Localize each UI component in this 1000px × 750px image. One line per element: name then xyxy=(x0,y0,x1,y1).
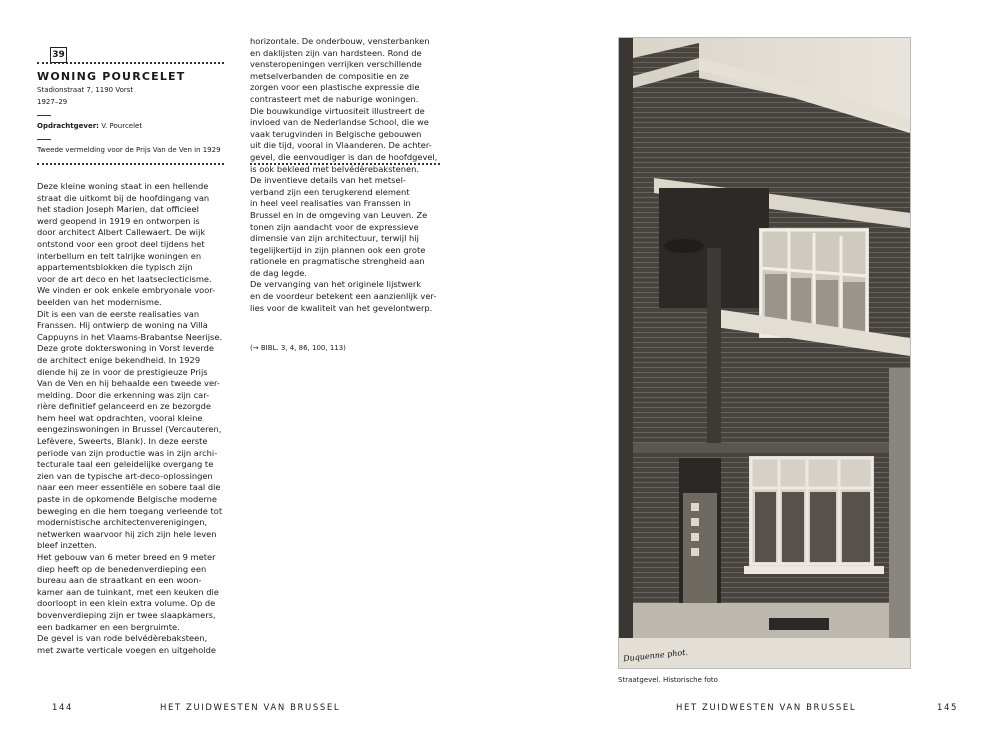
dotted-divider-left xyxy=(37,163,224,165)
body-text-line: straat die uitkomt bij de hoofdingang van xyxy=(37,192,210,203)
body-text-line: de dag legde. xyxy=(250,267,307,278)
body-text-line: rationele en pragmatische strengheid aan xyxy=(250,256,425,267)
entry-client xyxy=(37,122,142,131)
body-text-line: We vinden er ook enkele embryonale voor- xyxy=(37,285,216,296)
body-text-line: verband zijn een terugkerend element xyxy=(250,186,410,197)
body-text-line: is ook bekleed met belvédèrebakstenen. xyxy=(250,163,420,174)
body-text-line: interbellum en telt talrijke woningen en xyxy=(37,250,202,261)
body-text-line: Cappuyns in het Vlaams-Brabantse Neerijse. xyxy=(37,331,223,342)
body-text-line: diep heeft op de benedenverdieping een xyxy=(37,563,207,574)
body-text-line: Deze grote dokterswoning in Vorst leverde xyxy=(37,343,214,354)
short-rule xyxy=(37,139,51,140)
body-text-line: appartementsblokken die typisch zijn xyxy=(37,262,193,273)
entry-address: Stadionstraat 7, 1190 Vorst xyxy=(37,86,134,94)
short-rule xyxy=(37,115,51,116)
body-text-line: doorloopt in een klein extra volume. Op de xyxy=(37,598,216,609)
body-text-line: in heel veel realisaties van Franssen in xyxy=(250,198,411,209)
body-text-line: melding. Door die erkenning was zijn car- xyxy=(37,389,210,400)
bibliography-reference: (→ BIBL. 3, 4, 86, 100, 113) xyxy=(250,344,346,352)
entry-years: 1927–29 xyxy=(37,98,68,106)
page-number-right: 145 xyxy=(937,703,959,713)
body-text-line: gevel, die eenvoudiger is dan de hoofdgevel, xyxy=(250,151,438,162)
body-text-line: vaak terugvinden in Belgische gebouwen xyxy=(250,128,422,139)
photo-caption: Straatgevel. Historische foto xyxy=(618,676,718,684)
body-text-line: en de voordeur betekent een aanzienlijk ver- xyxy=(250,291,437,302)
body-text-line: beweging en die hem toegang verleende tot xyxy=(37,505,223,516)
body-text-line: eengezinswoningen in Brussel (Vercauteren, xyxy=(37,424,222,435)
historic-facade-photo xyxy=(618,37,911,669)
body-text-line: paste in de opkomende Belgische moderne xyxy=(37,494,217,505)
body-text-line: Die bouwkundige virtuositeit illustreert de xyxy=(250,105,425,116)
body-text-line: Franssen. Hij ontwierp de woning na Villa xyxy=(37,320,208,331)
body-text-line: werd geopend in 1919 en ontworpen is xyxy=(37,215,200,226)
photographer-signature: Duquenne phot. xyxy=(622,647,689,664)
body-text-line: De inventieve details van het metsel- xyxy=(250,175,406,186)
entry-award: Tweede vermelding voor de Prijs Van de Ven in 1929 xyxy=(37,146,221,154)
body-text-line: en daklijsten zijn van hardsteen. Rond de xyxy=(250,47,422,58)
body-text-line: horizontale. De onderbouw, vensterbanken xyxy=(250,36,430,46)
entry-title: WONING POURCELET xyxy=(37,70,186,83)
body-text-line: netwerken waarvoor hij zich zijn hele leven xyxy=(37,528,217,539)
body-text-line: lies voor de kwaliteit van het gevelontwerp. xyxy=(250,302,433,313)
body-text-line: hem heel wat opdrachten, vooral kleine xyxy=(37,412,203,423)
body-text-line: bovenverdieping zijn er twee slaapkamers, xyxy=(37,609,216,620)
entry-number-box: 39 xyxy=(50,47,67,63)
body-text-line: beelden van het modernisme. xyxy=(37,296,162,307)
body-text-line: Brussel en in de omgeving van Leuven. Ze xyxy=(250,209,428,220)
body-text-line: voor de art deco en het laatseclecticisme. xyxy=(37,273,212,284)
body-text-line: ontstond voor een groot deel tijdens het xyxy=(37,238,205,249)
body-text-line: kamer aan de tuinkant, met een keuken die xyxy=(37,586,219,597)
client-name: V. Pourcelet xyxy=(101,122,143,130)
page-number-left: 144 xyxy=(52,703,74,713)
body-column-2 xyxy=(250,36,437,314)
body-text-line: door architect Albert Callewaert. De wijk xyxy=(37,227,206,238)
body-text-line: met zwarte verticale voegen en uitgeholde xyxy=(37,644,216,655)
body-text-line: modernistische architectenverenigingen, xyxy=(37,517,208,528)
body-text-line: Dit is een van de eerste realisaties van xyxy=(37,308,200,319)
body-text-line: naar een meer essentiële en sobere taal die xyxy=(37,482,221,493)
body-text-line: Lefèvere, Sweerts, Blank). In deze eerste xyxy=(37,436,208,447)
body-text-line: metselverbanden de compositie en ze xyxy=(250,70,409,81)
body-text-line: een badkamer en een bergruimte. xyxy=(37,621,180,632)
body-text-line: vensteropeningen verrijken verschillende xyxy=(250,59,422,70)
body-text-line: tegelijkertijd in zijn plannen ook een grote xyxy=(250,244,426,255)
body-text-line: rière definitief gelanceerd en ze bezorgde xyxy=(37,401,211,412)
client-label: Opdrachtgever: xyxy=(37,122,99,130)
body-text-line: Van de Ven en hij behaalde een tweede ver- xyxy=(37,378,220,389)
dotted-divider-top xyxy=(37,62,224,64)
body-text-line: het stadion Joseph Marien, dat officieel xyxy=(37,204,199,215)
body-text-line: bleef inzetten. xyxy=(37,540,97,551)
body-text-line: invloed van de Nederlandse School, die we xyxy=(250,117,429,128)
body-text-line: diende hij ze in voor de prestigieuze Prijs xyxy=(37,366,208,377)
body-text-line: tecturale taal een geleidelijke overgang te xyxy=(37,459,214,470)
body-text-line: zien van de typische art-deco-oplossingen xyxy=(37,470,213,481)
body-text-line: tonen zijn aandacht voor de expressieve xyxy=(250,221,419,232)
body-text-line: dimensie van zijn architectuur, terwijl hij xyxy=(250,233,419,244)
body-text-line: uit die tijd, vooral in Vlaanderen. De achter- xyxy=(250,140,432,151)
body-text-line: contrasteert met de naburige woningen. xyxy=(250,93,419,104)
body-text-line: De vervanging van het originele lijstwerk xyxy=(250,279,422,290)
body-column-1 xyxy=(37,181,222,656)
body-text-line: zorgen voor een plastische expressie die xyxy=(250,82,420,93)
body-text-line: De gevel is van rode belvédèrebaksteen, xyxy=(37,633,208,644)
running-head-right: HET ZUIDWESTEN VAN BRUSSEL xyxy=(676,703,857,713)
facade-illustration xyxy=(619,38,910,668)
body-text-line: periode van zijn productie was in zijn archi- xyxy=(37,447,218,458)
body-text-line: Het gebouw van 6 meter breed en 9 meter xyxy=(37,552,216,562)
running-head-left: HET ZUIDWESTEN VAN BRUSSEL xyxy=(160,703,341,713)
body-text-line: de architect enige bekendheid. In 1929 xyxy=(37,354,201,365)
body-text-line: bureau aan de straatkant en een woon- xyxy=(37,575,202,586)
body-text-line: Deze kleine woning staat in een hellende xyxy=(37,181,209,191)
